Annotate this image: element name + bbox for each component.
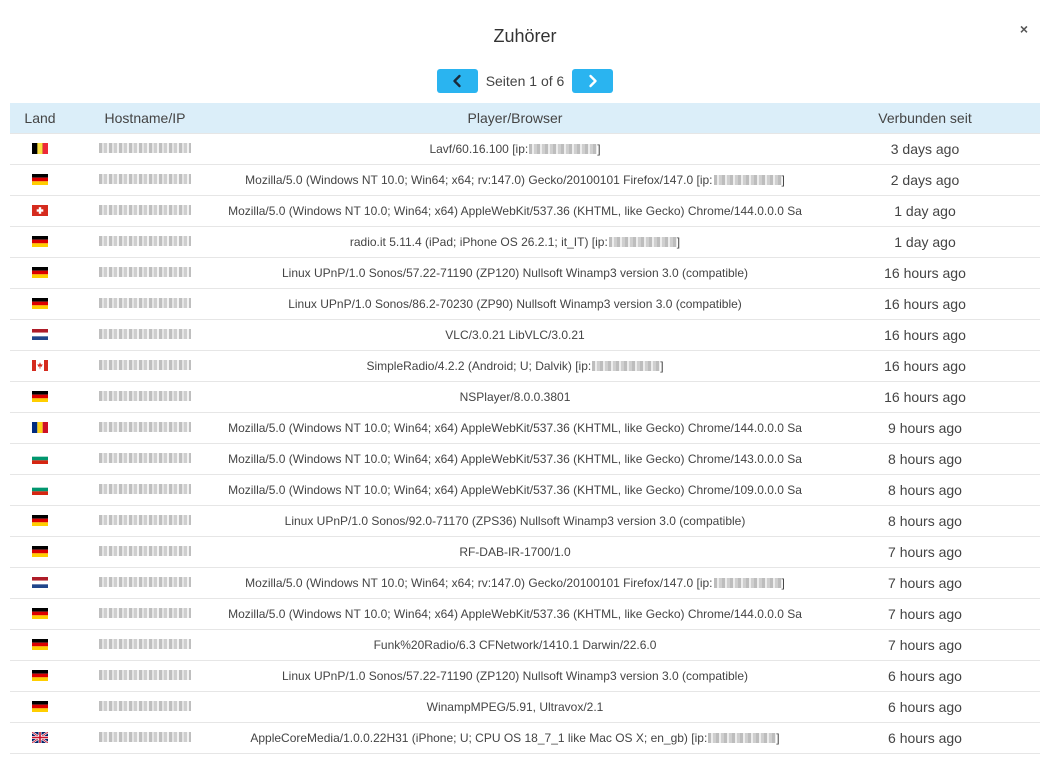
- hostname-redacted: [99, 701, 191, 711]
- player-cell: [220, 474, 810, 505]
- flag-ch-icon: [32, 205, 48, 216]
- column-header-since: Verbunden seit: [878, 109, 972, 126]
- hostname-cell: [70, 505, 220, 536]
- player-text: Funk%20Radio/6.3 CFNetwork/1410.1 Darwin/22.6.0: [373, 637, 657, 652]
- connected-since-cell: 2 days ago: [890, 171, 960, 188]
- hostname-cell: [70, 288, 220, 319]
- hostname-cell: [70, 629, 220, 660]
- hostname-redacted: [99, 205, 191, 215]
- hostname-redacted: [99, 143, 191, 153]
- pagination: [0, 69, 1050, 93]
- hostname-redacted: [99, 608, 191, 618]
- player-cell: [220, 226, 810, 257]
- hostname-cell: [70, 257, 220, 288]
- country-cell: [10, 164, 70, 195]
- player-cell: [220, 350, 810, 381]
- connected-since-cell: 8 hours ago: [888, 450, 962, 467]
- country-cell: [10, 536, 70, 567]
- table-row: [10, 660, 1040, 691]
- table-row: [10, 195, 1040, 226]
- ip-redacted: [714, 578, 782, 588]
- connected-since-cell: 1 day ago: [894, 202, 956, 219]
- table-header: [10, 103, 1040, 133]
- country-cell: [10, 691, 70, 722]
- hostname-cell: [70, 536, 220, 567]
- connected-since-cell: 6 hours ago: [888, 729, 962, 746]
- column-header-host: Hostname/IP: [104, 109, 186, 126]
- player-text: Mozilla/5.0 (Windows NT 10.0; Win64; x64) AppleWebKit/537.36 (KHTML, like Gecko) Chrome/109.0.0.0 Sa: [228, 482, 802, 497]
- hostname-redacted: [99, 267, 191, 277]
- country-cell: [10, 133, 70, 164]
- hostname-cell: [70, 319, 220, 350]
- flag-de-icon: [32, 267, 48, 278]
- hostname-cell: [70, 598, 220, 629]
- connected-since-cell: 8 hours ago: [888, 512, 962, 529]
- flag-bg-icon: [32, 484, 48, 495]
- player-cell: [220, 412, 810, 443]
- close-icon[interactable]: ×: [1019, 21, 1028, 37]
- hostname-cell: [70, 443, 220, 474]
- player-cell: [220, 629, 810, 660]
- table-row: [10, 319, 1040, 350]
- page-info: Seiten 1 of 6: [485, 73, 565, 89]
- connected-since-cell: 16 hours ago: [884, 357, 966, 374]
- table-row: [10, 288, 1040, 319]
- hostname-redacted: [99, 236, 191, 246]
- ip-bracket: ]: [781, 172, 785, 187]
- ip-redacted: [708, 733, 776, 743]
- player-text: Linux UPnP/1.0 Sonos/57.22-71190 (ZP120) Nullsoft Winamp3 version 3.0 (compatible): [281, 668, 749, 683]
- table-row: [10, 443, 1040, 474]
- ip-bracket: ]: [660, 358, 664, 373]
- hostname-cell: [70, 350, 220, 381]
- ip-bracket: ]: [676, 234, 681, 249]
- hostname-redacted: [99, 360, 191, 370]
- table-row: [10, 691, 1040, 722]
- connected-since-cell: 8 hours ago: [888, 481, 962, 498]
- flag-de-icon: [32, 298, 48, 309]
- table-row: [10, 629, 1040, 660]
- player-cell: [220, 381, 810, 412]
- flag-be-icon: [32, 143, 48, 154]
- country-cell: [10, 474, 70, 505]
- country-cell: [10, 381, 70, 412]
- player-cell: [220, 257, 810, 288]
- player-text: RF-DAB-IR-1700/1.0: [459, 544, 571, 559]
- player-text: radio.it 5.11.4 (iPad; iPhone OS 26.2.1; it_IT) [ip:: [349, 234, 608, 249]
- table-row: [10, 598, 1040, 629]
- flag-ca-icon: [32, 360, 48, 371]
- connected-since-cell: 16 hours ago: [884, 326, 966, 343]
- hostname-cell: [70, 567, 220, 598]
- connected-since-cell: 16 hours ago: [884, 295, 966, 312]
- hostname-redacted: [99, 484, 191, 494]
- country-cell: [10, 598, 70, 629]
- listeners-table: [10, 103, 1040, 754]
- table-row: [10, 350, 1040, 381]
- player-cell: [220, 288, 810, 319]
- hostname-cell: [70, 133, 220, 164]
- flag-de-icon: [32, 701, 48, 712]
- player-text: Mozilla/5.0 (Windows NT 10.0; Win64; x64; rv:147.0) Gecko/20100101 Firefox/147.0 [ip:: [245, 575, 713, 590]
- table-row: [10, 257, 1040, 288]
- table-row: [10, 133, 1040, 164]
- country-cell: [10, 319, 70, 350]
- table-row: [10, 536, 1040, 567]
- hostname-cell: [70, 381, 220, 412]
- flag-de-icon: [32, 391, 48, 402]
- prev-page-button[interactable]: [437, 69, 478, 93]
- table-row: [10, 226, 1040, 257]
- connected-since-cell: 3 days ago: [890, 140, 960, 157]
- player-text: WinampMPEG/5.91, Ultravox/2.1: [426, 699, 604, 714]
- country-cell: [10, 660, 70, 691]
- hostname-cell: [70, 474, 220, 505]
- hostname-cell: [70, 412, 220, 443]
- hostname-redacted: [99, 639, 191, 649]
- ip-redacted: [529, 144, 597, 154]
- player-cell: [220, 164, 810, 195]
- connected-since-cell: 7 hours ago: [888, 605, 962, 622]
- player-cell: [220, 722, 810, 753]
- country-cell: [10, 567, 70, 598]
- player-cell: [220, 505, 810, 536]
- hostname-redacted: [99, 298, 191, 308]
- ip-bracket: ]: [597, 141, 601, 156]
- player-text: Lavf/60.16.100 [ip:: [429, 141, 529, 156]
- connected-since-cell: 7 hours ago: [888, 543, 962, 560]
- chevron-right-icon: [587, 74, 599, 88]
- player-cell: [220, 598, 810, 629]
- player-text: Linux UPnP/1.0 Sonos/92.0-71170 (ZPS36) Nullsoft Winamp3 version 3.0 (compatible): [284, 513, 746, 528]
- hostname-redacted: [99, 670, 191, 680]
- ip-redacted: [714, 175, 782, 185]
- column-header-player: Player/Browser: [467, 109, 563, 126]
- hostname-cell: [70, 691, 220, 722]
- hostname-cell: [70, 195, 220, 226]
- country-cell: [10, 195, 70, 226]
- hostname-cell: [70, 226, 220, 257]
- next-page-button[interactable]: [572, 69, 613, 93]
- hostname-cell: [70, 164, 220, 195]
- hostname-redacted: [99, 546, 191, 556]
- flag-de-icon: [32, 639, 48, 650]
- hostname-cell: [70, 660, 220, 691]
- hostname-redacted: [99, 391, 191, 401]
- connected-since-cell: 7 hours ago: [888, 574, 962, 591]
- hostname-redacted: [99, 422, 191, 432]
- flag-bg-icon: [32, 453, 48, 464]
- table-row: [10, 505, 1040, 536]
- player-text: Mozilla/5.0 (Windows NT 10.0; Win64; x64; rv:147.0) Gecko/20100101 Firefox/147.0 [ip:: [245, 172, 713, 187]
- flag-nl-icon: [32, 577, 48, 588]
- country-cell: [10, 505, 70, 536]
- flag-de-icon: [32, 515, 48, 526]
- connected-since-cell: 6 hours ago: [888, 698, 962, 715]
- player-text: Mozilla/5.0 (Windows NT 10.0; Win64; x64) AppleWebKit/537.36 (KHTML, like Gecko) Chrome/143.0.0.0 Sa: [228, 451, 802, 466]
- chevron-left-icon: [451, 74, 463, 88]
- hostname-redacted: [99, 577, 191, 587]
- table-row: [10, 381, 1040, 412]
- table-row: [10, 412, 1040, 443]
- player-text: AppleCoreMedia/1.0.0.22H31 (iPhone; U; CPU OS 18_7_1 like Mac OS X; en_gb) [ip:: [250, 730, 708, 745]
- column-header-land: Land: [24, 109, 56, 126]
- player-cell: [220, 195, 810, 226]
- player-text: VLC/3.0.21 LibVLC/3.0.21: [445, 327, 585, 342]
- modal-title: Zuhörer: [493, 26, 557, 46]
- player-cell: [220, 319, 810, 350]
- ip-bracket: ]: [776, 730, 780, 745]
- player-cell: [220, 443, 810, 474]
- player-text: Mozilla/5.0 (Windows NT 10.0; Win64; x64) AppleWebKit/537.36 (KHTML, like Gecko) Chrome/144.0.0.0 Sa: [228, 606, 802, 621]
- flag-de-icon: [32, 546, 48, 557]
- ip-redacted: [609, 237, 677, 247]
- flag-de-icon: [32, 608, 48, 619]
- country-cell: [10, 350, 70, 381]
- country-cell: [10, 226, 70, 257]
- country-cell: [10, 629, 70, 660]
- country-cell: [10, 412, 70, 443]
- country-cell: [10, 722, 70, 753]
- ip-bracket: ]: [781, 575, 785, 590]
- connected-since-cell: 16 hours ago: [884, 388, 966, 405]
- table-row: [10, 722, 1040, 753]
- country-cell: [10, 257, 70, 288]
- hostname-redacted: [99, 515, 191, 525]
- connected-since-cell: 16 hours ago: [884, 264, 966, 281]
- player-text: Linux UPnP/1.0 Sonos/57.22-71190 (ZP120) Nullsoft Winamp3 version 3.0 (compatible): [281, 265, 749, 280]
- flag-de-icon: [32, 236, 48, 247]
- player-text: Mozilla/5.0 (Windows NT 10.0; Win64; x64) AppleWebKit/537.36 (KHTML, like Gecko) Chrome/144.0.0.0 Sa: [228, 420, 802, 435]
- player-text: Mozilla/5.0 (Windows NT 10.0; Win64; x64) AppleWebKit/537.36 (KHTML, like Gecko) Chrome/144.0.0.0 Sa: [228, 203, 802, 218]
- flag-ro-icon: [32, 422, 48, 433]
- ip-redacted: [592, 361, 660, 371]
- player-cell: [220, 536, 810, 567]
- hostname-redacted: [99, 732, 191, 742]
- connected-since-cell: 9 hours ago: [888, 419, 962, 436]
- hostname-redacted: [99, 174, 191, 184]
- country-cell: [10, 443, 70, 474]
- player-cell: [220, 567, 810, 598]
- player-text: Linux UPnP/1.0 Sonos/86.2-70230 (ZP90) Nullsoft Winamp3 version 3.0 (compatible): [288, 296, 742, 311]
- hostname-cell: [70, 722, 220, 753]
- table-row: [10, 164, 1040, 195]
- flag-de-icon: [32, 670, 48, 681]
- player-cell: [220, 660, 810, 691]
- flag-gb-icon: [32, 732, 48, 743]
- player-cell: [220, 691, 810, 722]
- table-row: [10, 474, 1040, 505]
- player-text: SimpleRadio/4.2.2 (Android; U; Dalvik) [ip:: [366, 358, 592, 373]
- flag-de-icon: [32, 174, 48, 185]
- hostname-redacted: [99, 329, 191, 339]
- table-row: [10, 567, 1040, 598]
- connected-since-cell: 6 hours ago: [888, 667, 962, 684]
- player-cell: [220, 133, 810, 164]
- country-cell: [10, 288, 70, 319]
- connected-since-cell: 7 hours ago: [888, 636, 962, 653]
- hostname-redacted: [99, 453, 191, 463]
- connected-since-cell: 1 day ago: [894, 233, 956, 250]
- flag-nl-icon: [32, 329, 48, 340]
- player-text: NSPlayer/8.0.0.3801: [459, 389, 571, 404]
